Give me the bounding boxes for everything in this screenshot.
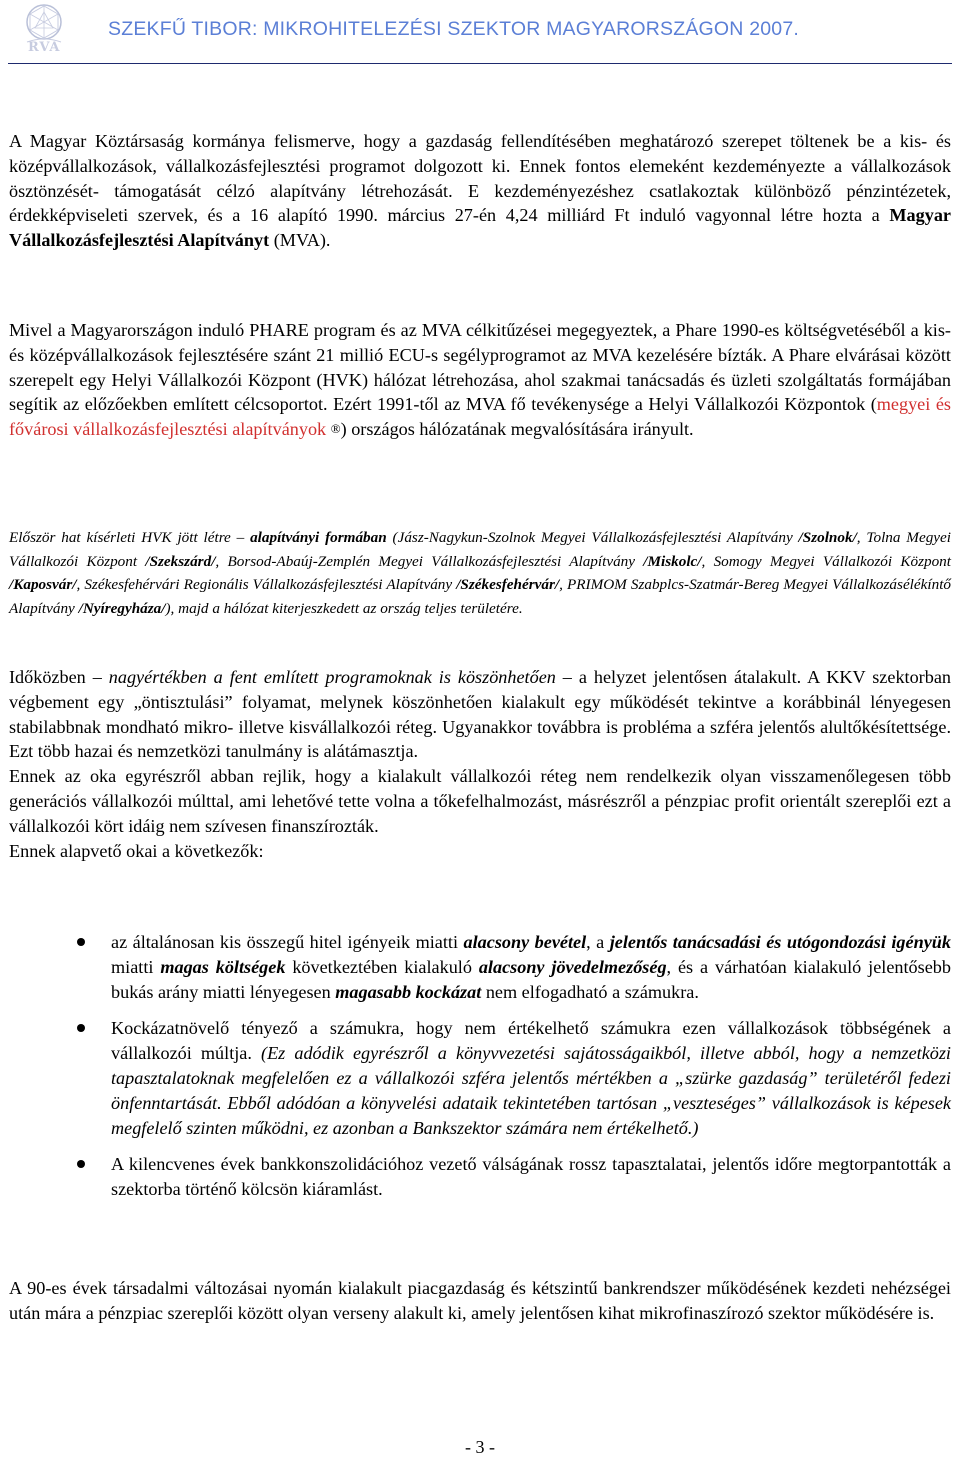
list-item <box>9 930 951 1004</box>
paragraph-causes-intro: Ennek alapvető okai a következők: <box>9 840 264 861</box>
list-item <box>9 1016 951 1140</box>
p2-text-2: ) országos hálózatának megvalósítására irányult. <box>340 419 694 440</box>
p7-text: A 90-es évek társadalmi változásai nyomán kialakult piacgazdaság és kétszintű bankrendszer működésének kezdeti nehézségei után mára a pénzpiac szereplői között olyan verseny alakult ki, amely jelentősen kihat mikrofinaszírozó szektor működésére is. <box>9 1278 951 1323</box>
page-header <box>0 0 960 62</box>
b1-bold-italic-5: magasabb kockázat <box>335 981 482 1002</box>
p3-bold-1: alapítványi formában <box>250 529 387 546</box>
b1-text-6: nem elfogadható a számukra. <box>481 981 699 1002</box>
paragraph-situation <box>9 665 951 863</box>
b1-text-2: , a <box>586 932 610 952</box>
p4-text-1: Időközben – <box>9 667 109 687</box>
p4-text-2: – a helyzet jelentősen átalakult. A KKV szektorban végbement egy „öntisztulási” folyamat, melynek köszönhetően kialakult egy működését tekintve a korábbinál lényegesen stabilabbnak mondható mikro- illetve kisvállalkozói réteg. Ugyanakkor továbbra is probléma a szféra jelentős alultőkésítettsége. Ezt több hazai és nemzetközi tanulmány is alátámasztja. <box>9 667 951 762</box>
paragraph-mva-founding <box>9 129 951 253</box>
logo-label: RVA <box>28 40 61 55</box>
header-title: SZEKFŰ TIBOR: MIKROHITELEZÉSI SZEKTOR MAGYARORSZÁGON 2007. <box>108 18 799 40</box>
rva-logo-icon <box>22 2 66 58</box>
p3-text-3: , Tolna Megyei Vállalkozói Központ <box>9 529 951 570</box>
b1-text-1: az általánosan kis összegű hitel igényeik miatti <box>111 932 464 952</box>
p3-text-2: (Jász-Nagykun-Szolnok Megyei Vállalkozásfejlesztési Alapítvány <box>386 529 799 546</box>
b1-text-4: következtében kialakuló <box>285 956 479 977</box>
p3-text-6: , Székesfehérvári Regionális Vállalkozásfejlesztési Alapítvány <box>76 576 457 594</box>
b1-bold-italic-2: jelentős tanácsadási és utógondozási igényük <box>609 932 951 952</box>
p3-text-8: ), majd a hálózat kiterjeszkedett az ország teljes területére. <box>165 599 523 617</box>
bullet-icon <box>77 1160 85 1168</box>
p1-text-1: A Magyar Köztársaság kormánya felismerve, hogy a gazdaság fellendítésében meghatározó szerepet töltenek be a kis- és középvállalkozások, vállalkozásfejlesztési programot dolgozott ki. Ennek fontos elemeként kezdeményezte a vállalkozások ösztönzését- támogatását célzó alapítvány létrehozását. E kezdeményezéshez csatlakoztak különböző pénzintézetek, érdekképviseleti szervek, és a 16 alapító 1990. március 27-én 4,24 milliárd Ft induló vagyonnal létre hozta a <box>9 131 951 226</box>
paragraph-reason: Ennek az oka egyrészről abban rejlik, hogy a kialakult vállalkozói réteg nem rendelkezik olyan visszamenőlegesen több generációs vállalkozói múlttal, ami lehetővé tette volna a tőkefelhalmozást, másrészről a pénzpiac profit orientált szereplői ezt a vállalkozói kört idáig nem szívesen finanszírozták. <box>9 766 951 836</box>
b2-italic: (Ez adódik egyrészről a könyvvezetési sajátosságaikból, illetve abból, hogy a nemzetközi tapasztalatoknak megfelelően ez a vállalkozói szféra jelentős mértékben a „szürke gazdaság” területéről fedezi önfenntartását. Ebből adódóan a könyvelési adataik tekintetében tartósan „veszteséges” vállalkozások is képesek megfelelő szinten működni, ez azonban a Bankszektor számára nem értékelhető.) <box>111 1043 951 1138</box>
registered-symbol: ® <box>330 421 341 437</box>
b1-text-3: miatti <box>111 956 161 977</box>
bullet-icon <box>77 938 85 946</box>
p2-red-foundations: megyei és fővárosi vállalkozásfejlesztési alapítványok <box>9 394 951 440</box>
p3-bold-3: /Szekszárd/ <box>145 552 216 570</box>
p2-text-1: Mivel a Magyarországon induló PHARE program és az MVA célkitűzései megegyeztek, a Phare 1990-es költségvetéséből a kis- és középvállalkozások fejlesztésére szánt 21 millió ECU-s segélyprogramot az MVA kezelésére bízták. A Phare elvárásai között szerepelt egy Helyi Vállalkozói Központ (HVK) hálózat létrehozása, ahol szakmai tanácsadás és üzleti szolgáltatás formájában segítik az előzőekben említett célcsoportot. Ezért 1991-től az MVA fő tevékenysége a Helyi Vállalkozói Központok ( <box>9 320 951 415</box>
p4-italic: nagyértékben a fent említett programoknak is köszönhetően <box>108 667 556 687</box>
b2-text-1: Kockázatnövelő tényező a számukra, hogy nem értékelhető számukra ezen vállalkozások többségének a vállalkozói múltja. <box>111 1018 951 1064</box>
paragraph-phare <box>9 318 951 442</box>
b1-bold-italic-4: alacsony jövedelmezőség <box>478 956 667 977</box>
b1-bold-italic-1: alacsony bevétel <box>463 932 587 952</box>
p3-bold-7: /Nyíregyháza/ <box>78 599 166 617</box>
header-rule <box>8 63 952 64</box>
paragraph-90s-changes <box>9 1276 951 1326</box>
p3-text-7: , PRIMOM Szabplcs-Szatmár-Bereg Megyei Vállalkozásélékíntő Alapítvány <box>9 576 952 617</box>
p3-text-1: Először hat kísérleti HVK jött létre – <box>9 529 251 546</box>
causes-list <box>9 930 951 1202</box>
b1-bold-italic-3: magas költségek <box>160 956 286 977</box>
b3-text: A kilencvenes évek bankkonszolidációhoz vezető válságának rossz tapasztalatai, jelentős időre megtorpantották a szektorba történő kölcsön kiáramlást. <box>111 1154 951 1200</box>
page-number: - 3 - <box>465 1437 495 1457</box>
p3-bold-6: /Székesfehérvár/ <box>456 576 560 594</box>
p1-text-2: (MVA). <box>269 230 331 251</box>
p3-text-5: , Somogy Megyei Vállalkozói Központ <box>701 552 951 570</box>
p3-bold-2: /Szolnok/ <box>798 529 857 546</box>
p3-bold-5: /Kaposvár/ <box>9 576 77 594</box>
paragraph-pilot-hvk <box>9 526 951 620</box>
bullet-icon <box>77 1024 85 1032</box>
p3-bold-4: /Miskolc/ <box>643 552 702 570</box>
p3-text-4: , Borsod-Abaúj-Zemplén Megyei Vállalkozásfejlesztési Alapítvány <box>215 552 644 570</box>
b1-text-5: , és a várhatóan kialakuló jelentősebb bukás arány miatti lényegesen <box>111 956 951 1002</box>
p1-bold-foundation-name: Magyar Vállalkozásfejlesztési Alapítványt <box>9 205 951 251</box>
list-item <box>9 1152 951 1202</box>
